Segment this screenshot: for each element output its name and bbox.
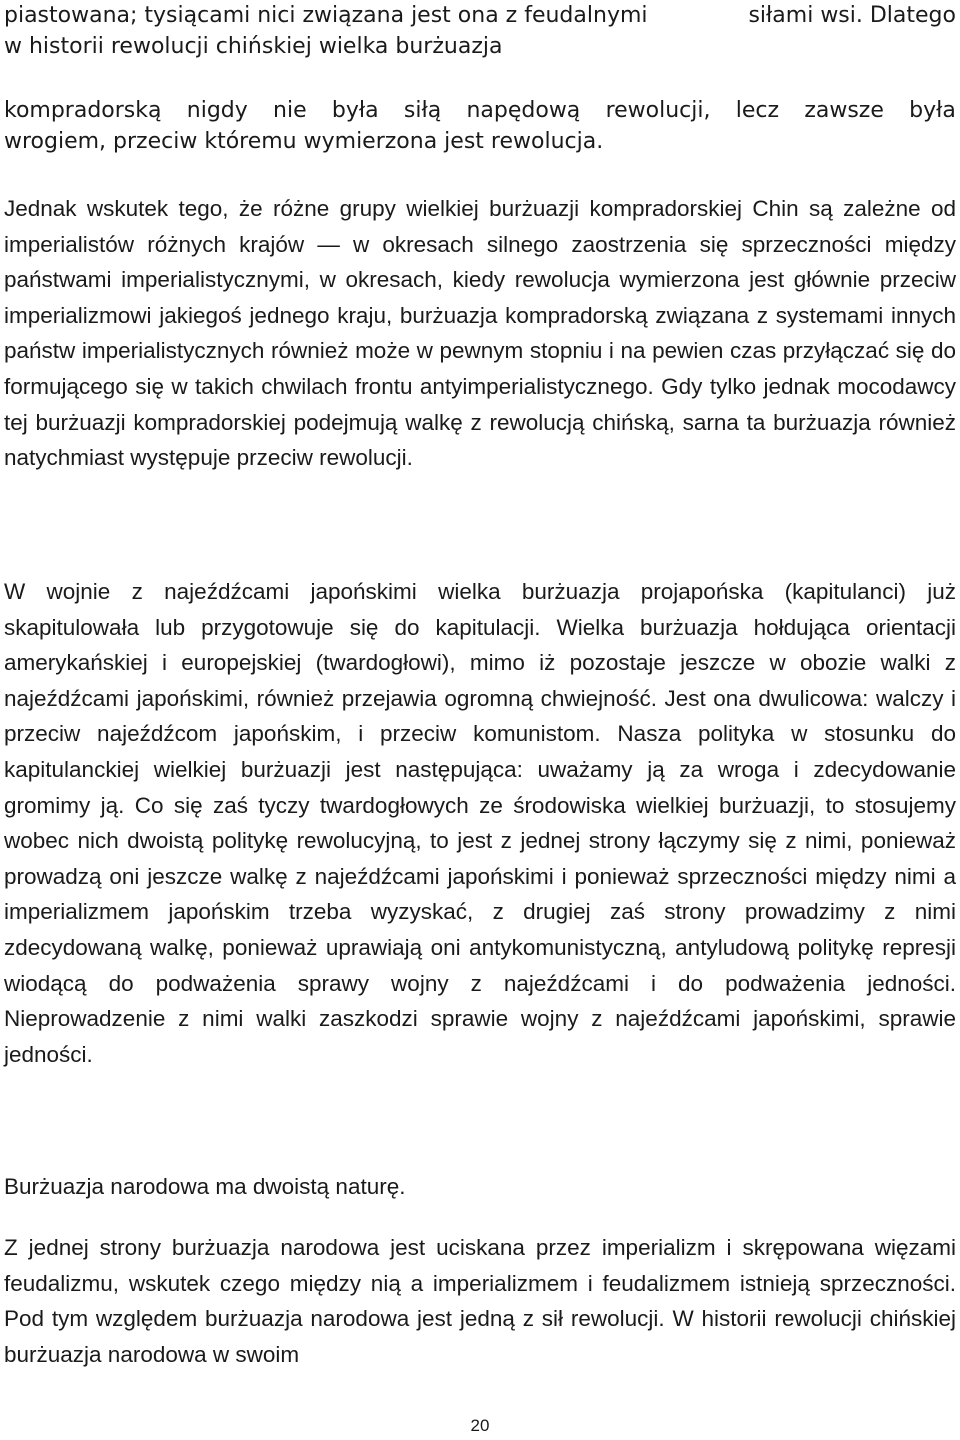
paragraph-national-bourgeoisie: Burżuazja narodowa ma dwoistą naturę. xyxy=(4,1174,406,1199)
word: rewolucji, xyxy=(605,98,711,123)
top-line-4: wrogiem, przeciw któremu wymierzona jest rewolucja. xyxy=(4,129,604,154)
top-line-1 xyxy=(4,0,956,31)
word: była xyxy=(331,98,379,123)
top-line-3 xyxy=(4,95,956,126)
word: lecz xyxy=(735,98,780,123)
paragraph-one-side: Z jednej strony burżuazja narodowa jest uciskana przez imperializm i skrępowana więzami feudalizmu, wskutek czego między nią a imperializmem i feudalizmem istnieją sprzeczności. Pod tym względem burżuazja narodowa jest jedną z sił rewolucji. W historii rewolucji chińskiej burżuazja narodowa w swoim xyxy=(4,1235,956,1367)
word: nigdy xyxy=(186,98,248,123)
top-line-1-right: siłami wsi. Dlatego xyxy=(748,3,956,28)
word: kompradorską xyxy=(4,98,162,123)
word: nie xyxy=(273,98,307,123)
word: zawsze xyxy=(804,98,884,123)
page-number: 20 xyxy=(470,1416,490,1435)
top-line-1-left: piastowana; tysiącami nici związana jest ona z feudalnymi xyxy=(4,3,648,28)
paragraph-comprador-groups: Jednak wskutek tego, że różne grupy wielkiej burżuazji kompradorskiej Chin są zależne od imperialistów różnych krajów — w okresach silnego zaostrzenia się sprzeczności między państwami imperialistycznymi, w okresach, kiedy rewolucja wymierzona jest głównie przeciw imperializmowi jakiegoś jednego kraju, burżuazja kompradorską związana z systemami innych państw imperialistycznych również może w pewnym stopniu i na pewien czas przyłączać się do formującego się w takich chwilach frontu antyimperialistycznego. Gdy tylko jednak mocodawcy tej burżuazji kompradorskiej podejmują walkę z rewolucją chińską, sarna ta burżuazja również natychmiast występuje przeciw rewolucji. xyxy=(4,196,956,471)
word: była xyxy=(909,98,956,123)
top-text-block-1 xyxy=(4,0,956,62)
top-line-2: w historii rewolucji chińskiej wielka burżuazja xyxy=(4,34,503,59)
word: napędową xyxy=(466,98,581,123)
word: siłą xyxy=(403,98,442,123)
top-text-block-2 xyxy=(4,95,956,157)
paragraph-war-japanese: W wojnie z najeźdźcami japońskimi wielka burżuazja projapońska (kapitulanci) już skapitulowała lub przygotowuje się do kapitulacji. Wielka burżuazja hołdująca orientacji amerykańskiej i europejskiej (twardogłowi), mimo iż pozostaje jeszcze w obozie walki z najeźdźcami japońskimi, również przejawia ogromną chwiejność. Jest ona dwulicowa: walczy i przeciw najeźdźcom japońskim, i przeciw komunistom. Nasza polityka w stosunku do kapitulanckiej wielkiej burżuazji jest następująca: uważamy ją za wroga i zdecydowanie gromimy ją. Co się zaś tyczy twardogłowych ze środowiska wielkiej burżuazji, to stosujemy wobec nich dwoistą politykę rewolucyjną, to jest z jednej strony łączymy się z nimi, ponieważ prowadzą oni jeszcze walkę z najeźdźcami japońskimi i ponieważ sprzeczności między nimi a imperializmem japońskim trzeba wyzyskać, z drugiej zaś strony prowadzimy z nimi zdecydowaną walkę, ponieważ uprawiają oni antykomunistyczną, antyludową politykę represji wiodącą do podważenia sprawy wojny z najeźdźcami i do podważenia jedności. Nieprowadzenie z nimi walki zaszkodzi sprawie wojny z najeźdźcami japońskimi, sprawie jedności. xyxy=(4,579,956,1067)
